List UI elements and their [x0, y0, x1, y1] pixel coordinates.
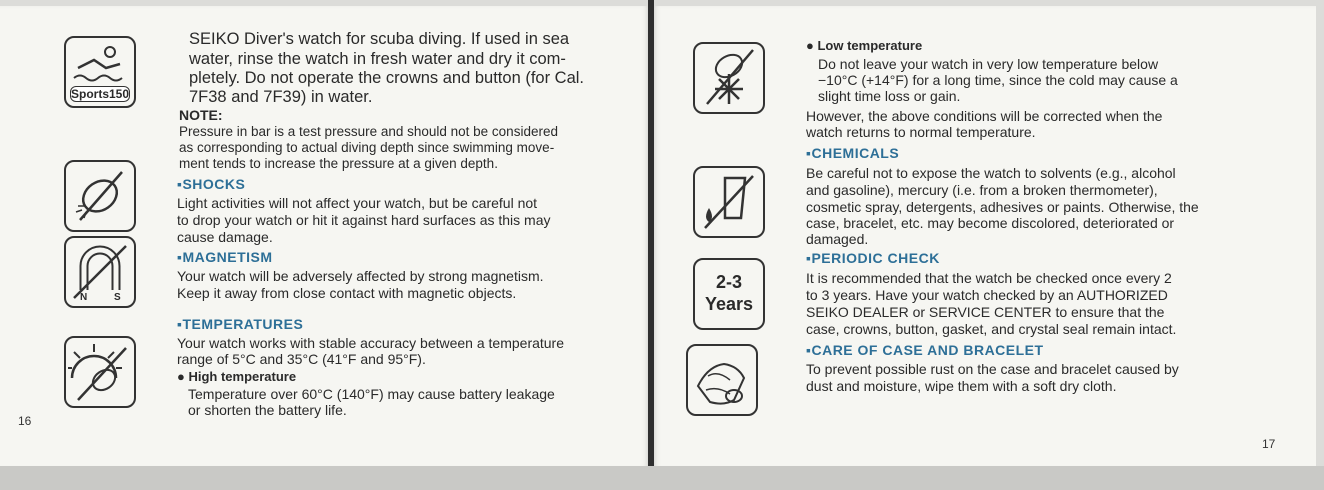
note-line-3: ment tends to increase the pressure at a given depth. — [179, 156, 498, 171]
high-temperature-heading: ● High temperature — [177, 369, 297, 384]
care-heading: ▪CARE OF CASE AND BRACELET — [806, 342, 1044, 358]
intro-line-1: SEIKO Diver's watch for scuba diving. If used in sea — [189, 30, 570, 48]
high-temperature-sun-icon — [64, 336, 136, 408]
years-icon-number: 2-3 — [715, 272, 742, 292]
page-bottom-edge — [0, 466, 1324, 490]
high-temperature-line-1: Temperature over 60°C (140°F) may cause battery leakage — [188, 386, 555, 402]
sports150-swimming-icon — [64, 36, 136, 108]
low-temperature-snowflake-icon — [693, 42, 765, 114]
shocks-line-1: Light activities will not affect your watch, but be careful not — [177, 195, 538, 211]
chemicals-line-5: damaged. — [806, 231, 869, 247]
note-line-2: as corresponding to actual diving depth since swimming move- — [179, 140, 555, 155]
chemicals-line-2: and gasoline), mercury (i.e. from a broken thermometer), — [806, 182, 1158, 198]
high-temperature-line-2: or shorten the battery life. — [188, 402, 347, 418]
low-temperature-line-1: Do not leave your watch in very low temperature below — [818, 56, 1159, 72]
periodic-check-line-3: SEIKO DEALER or SERVICE CENTER to ensure that the — [806, 304, 1165, 320]
years-icon-label: Years — [704, 294, 754, 314]
intro-line-4: 7F38 and 7F39) in water. — [189, 88, 373, 106]
periodic-check-heading-text: PERIODIC CHECK — [811, 250, 940, 266]
low-temperature-heading-text: Low temperature — [817, 38, 923, 53]
low-temperature-line-3: slight time loss or gain. — [818, 88, 961, 104]
magnet-n-label: N — [80, 292, 88, 303]
chemicals-icon — [693, 166, 765, 238]
care-line-2: dust and moisture, wipe them with a soft dry cloth. — [806, 378, 1117, 394]
temperatures-line-1: Your watch works with stable accuracy between a temperature — [177, 335, 565, 351]
periodic-check-heading: ▪PERIODIC CHECK — [806, 250, 940, 266]
case-bracelet-cloth-icon — [686, 344, 758, 416]
sports150-label: Sports150 — [71, 87, 130, 101]
periodic-check-years-icon — [693, 258, 765, 330]
low-temperature-line-2: −10°C (+14°F) for a long time, since the cold may cause a — [818, 72, 1178, 88]
book-gutter — [648, 0, 654, 490]
magnet-s-label: S — [114, 292, 121, 303]
chemicals-heading-text: CHEMICALS — [811, 145, 900, 161]
chemicals-line-3: cosmetic spray, detergents, adhesives or paints. Otherwise, the — [806, 199, 1199, 215]
magnet-icon — [64, 236, 136, 308]
temperatures-line-2: range of 5°C and 35°C (41°F and 95°F). — [177, 351, 426, 367]
chemicals-line-4: case, bracelet, etc. may become discolored, deteriorated or — [806, 215, 1175, 231]
shocks-line-3: cause damage. — [177, 229, 273, 245]
temperatures-heading: ▪TEMPERATURES — [177, 316, 304, 332]
magnetism-heading-text: MAGNETISM — [182, 249, 273, 265]
intro-line-3: pletely. Do not operate the crowns and button (for Cal. — [189, 69, 585, 87]
page-number-left: 16 — [18, 414, 32, 428]
intro-line-2: water, rinse the watch in fresh water and dry it com- — [189, 50, 566, 68]
magnetism-heading: ▪MAGNETISM — [177, 249, 273, 265]
low-temperature-line-4: However, the above conditions will be corrected when the — [806, 108, 1163, 124]
magnetism-line-2: Keep it away from close contact with magnetic objects. — [177, 285, 517, 301]
low-temperature-heading: ● Low temperature — [806, 38, 923, 53]
shock-watch-icon — [64, 160, 136, 232]
chemicals-heading: ▪CHEMICALS — [806, 145, 900, 161]
magnetism-line-1: Your watch will be adversely affected by strong magnetism. — [177, 268, 544, 284]
shocks-heading-text: SHOCKS — [182, 176, 246, 192]
low-temperature-line-5: watch returns to normal temperature. — [806, 124, 1036, 140]
care-line-1: To prevent possible rust on the case and bracelet caused by — [806, 361, 1179, 377]
chemicals-line-1: Be careful not to expose the watch to solvents (e.g., alcohol — [806, 165, 1176, 181]
periodic-check-line-2: to 3 years. Have your watch checked by an AUTHORIZED — [806, 287, 1168, 303]
note-line-1: Pressure in bar is a test pressure and should not be considered — [179, 124, 558, 139]
page-number-right: 17 — [1262, 437, 1276, 451]
care-heading-text: CARE OF CASE AND BRACELET — [811, 342, 1044, 358]
periodic-check-line-1: It is recommended that the watch be checked once every 2 — [806, 270, 1172, 286]
periodic-check-line-4: case, crowns, button, gasket, and crystal seal remain intact. — [806, 321, 1177, 337]
note-title: NOTE: — [179, 107, 223, 123]
shocks-heading: ▪SHOCKS — [177, 176, 246, 192]
shocks-line-2: to drop your watch or hit it against hard surfaces as this may — [177, 212, 551, 228]
high-temperature-heading-text: High temperature — [188, 369, 297, 384]
temperatures-heading-text: TEMPERATURES — [182, 316, 304, 332]
